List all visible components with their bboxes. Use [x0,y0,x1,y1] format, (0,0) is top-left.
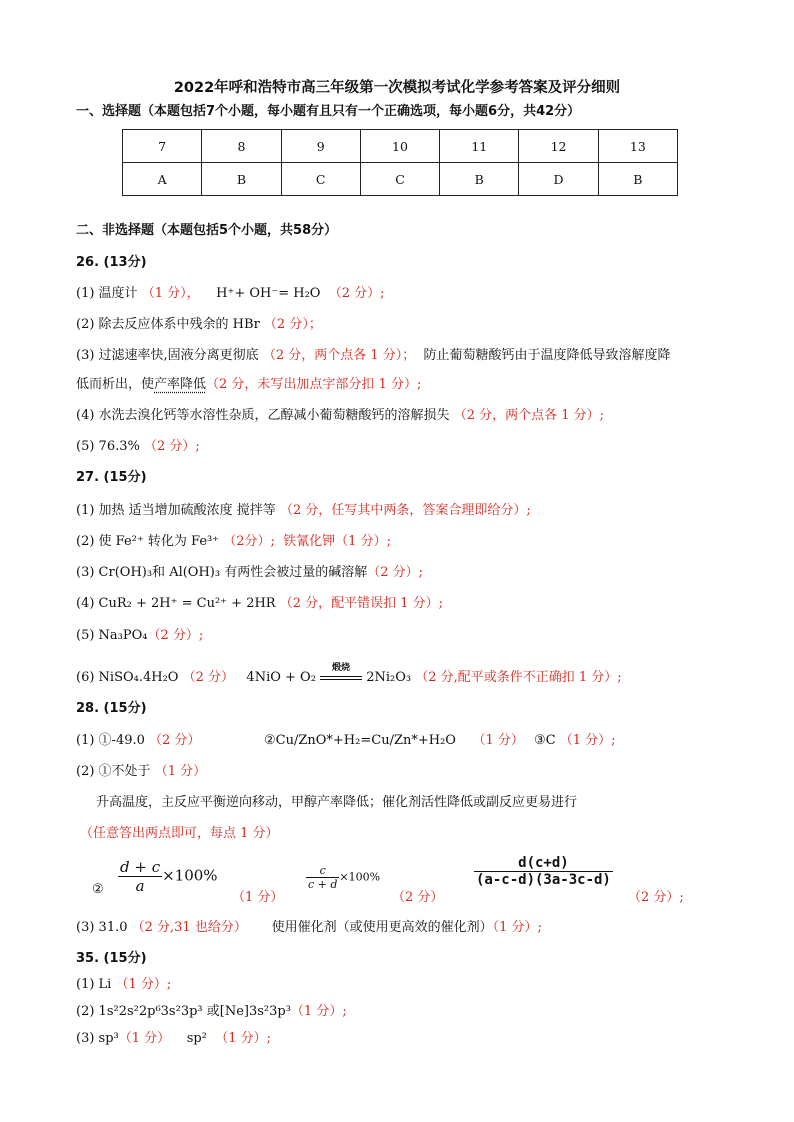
q27-line-6 [76,662,622,685]
page-title: 2022年呼和浩特市高三年级第一次模拟考试化学参考答案及评分细则 [173,80,621,96]
score-note: （2 分） [392,890,444,905]
answer-cell: D [519,163,598,196]
score-note: （1 分） [472,733,524,748]
q26-line-3 [76,344,671,363]
q26-heading: 26. (13分) [76,255,147,270]
score-note: （2 分，任写其中两条，答案合理即给分）; [279,503,531,518]
score-note: （1 分） [118,1031,171,1046]
score-note: （1 分）; [492,920,542,935]
question-cell: 9 [281,130,360,163]
q26-line-4 [76,404,604,423]
score-note: （2 分） [182,670,235,685]
answer-text: (3) 过滤速率快,固液分离更彻底 [76,348,263,363]
score-note: （1 分）; [290,1004,347,1019]
score-note: （2 分） [149,733,201,748]
answer-text: (2) 1s²2s²2p⁶3s²3p³ 或[Ne]3s²3p³ [76,1004,291,1019]
answer-text: 低而析出，使 [76,377,155,392]
answer-cell: B [202,163,281,196]
answer-text: (2) 除去反应体系中残余的 HBr [76,317,264,332]
score-note: （2 分）; [628,890,684,905]
score-note: （任意答出两点即可，每点 1 分） [80,826,279,841]
answer-text: sp² [186,1031,207,1046]
q27-line-2 [76,530,391,549]
score-note: （2 分）; [328,286,385,301]
q35-heading: 35. (15分) [76,951,147,966]
q35-line-3 [76,1027,271,1046]
question-number-row [123,130,678,163]
answer-text: 防止葡萄糖酸钙由于温度降低导致溶解度降 [423,348,671,363]
q28-line-2 [76,760,206,779]
denominator: (a-c-d)(3a-3c-d) [476,872,611,888]
answer-text: (1) 温度计 [76,286,142,301]
answer-text: H⁺+ OH⁻= H₂O [216,286,321,301]
answer-text: (4) CuR₂ + 2H⁺ = Cu²⁺ + 2HR [76,596,280,611]
answer-cell: B [598,163,677,196]
answer-text: (5) 76.3% [76,439,144,454]
score-note: （2分）; [223,534,275,549]
subquestion-label: ② [92,882,104,897]
q28-line-1c [534,729,616,748]
answer-text: ②Cu/ZnO*+H₂=Cu/Zn*+H₂O [264,733,456,748]
score-note: （1 分）; [115,977,172,992]
score-note: （1 分） [154,764,207,779]
q27-line-5 [76,624,203,643]
q26-line-3b [76,373,421,392]
question-cell: 13 [598,130,677,163]
score-note: （2 分，两个点各 1 分）; [453,408,605,423]
question-cell: 7 [123,130,202,163]
question-cell: 12 [519,130,598,163]
q28-line-2b: 升高温度，主反应平衡逆向移动，甲醇产率降低；催化剂活性降低或副反应更易进行 [96,795,578,810]
formula-1 [118,858,218,895]
answer-text: (1) ①-49.0 [76,733,150,748]
answer-cell: B [440,163,519,196]
score-note: （1 分） [232,890,284,905]
question-cell: 11 [440,130,519,163]
score-note: （2 分，两个点各 1 分）； [262,348,416,363]
answer-table [122,129,678,196]
reaction-arrow [320,662,362,680]
numerator: d + c [120,858,161,876]
q28-line-3 [76,916,542,935]
formula-2 [306,864,380,891]
score-note: （2 分,31 也给分） [131,920,247,935]
denominator: c + d [308,878,338,891]
answer-cell: C [360,163,439,196]
question-cell: 10 [360,130,439,163]
q26-line-5 [76,435,200,454]
q27-line-4 [76,592,443,611]
q27-line-1 [76,499,531,518]
equation-products: 2Ni₂O₃ [366,670,412,685]
section2-heading: 二、非选择题（本题包括5个小题，共58分） [76,223,338,238]
answer-text: (2) ①不处于 [76,764,155,779]
answer-text: ③C [534,733,560,748]
score-note: （2 分，未写出加点字部分扣 1 分）; [206,377,422,392]
answer-text: (6) NiSO₄.4H₂O [76,670,183,685]
score-note: （2 分）; [147,628,204,643]
answer-text: 铁氰化钾 [283,534,336,549]
numerator: d(c+d) [474,855,613,872]
reaction-condition: 煅烧 [332,662,351,673]
dotted-emphasis: 产率降低 [154,377,207,392]
answer-text: 使用催化剂（或使用更高效的催化剂） [271,920,493,935]
score-note: （1 分）; [215,1031,271,1046]
section1-heading: 一、选择题（本题包括7个小题，每小题有且只有一个正确选项，每小题6分，共42分） [76,104,581,119]
score-note: （1 分）; [335,534,391,549]
equation-reactants: 4NiO + O₂ [246,670,316,685]
answer-cell: A [123,163,202,196]
q35-line-1 [76,973,171,992]
question-cell: 8 [202,130,281,163]
percent-tail: ×100% [339,870,381,884]
q26-line-2 [76,313,322,332]
answer-text: (4) 水洗去溴化钙等水溶性杂质，乙醇减小葡萄糖酸钙的溶解损失 [76,408,454,423]
score-note: （2 分）; [143,439,200,454]
score-note: （2 分,配平或条件不正确扣 1 分）; [415,670,622,685]
score-note: （2 分）; [367,565,424,580]
answer-text: (5) Na₃PO₄ [76,628,148,643]
q26-line-1 [76,282,385,301]
q27-heading: 27. (15分) [76,470,147,485]
answer-text: (3) Cr(OH)₃和 Al(OH)₃ 有两性会被过量的碱溶解 [76,565,368,580]
answer-cell: C [281,163,360,196]
answer-text: (1) Li [76,977,116,992]
numerator: c [306,864,339,878]
q27-line-3 [76,561,423,580]
score-note: （1 分）; [559,733,616,748]
denominator: a [135,877,145,895]
percent-tail: ×100% [162,866,218,885]
answer-text: (3) 31.0 [76,920,132,935]
q28-heading: 28. (15分) [76,701,147,716]
q28-line-1b [264,729,524,748]
answer-text: (2) 使 Fe²⁺ 转化为 Fe³⁺ [76,534,224,549]
answer-row [123,163,678,196]
q28-line-1a [76,729,200,748]
score-note: （1 分）， [141,286,200,301]
formula-3 [474,855,613,888]
q35-line-2 [76,1000,347,1019]
score-note: （2 分，配平错误扣 1 分）; [279,596,444,611]
answer-text: (3) sp³ [76,1031,119,1046]
answer-text: (1) 加热 适当增加硫酸浓度 搅拌等 [76,503,280,518]
score-note: （2 分）； [263,317,322,332]
